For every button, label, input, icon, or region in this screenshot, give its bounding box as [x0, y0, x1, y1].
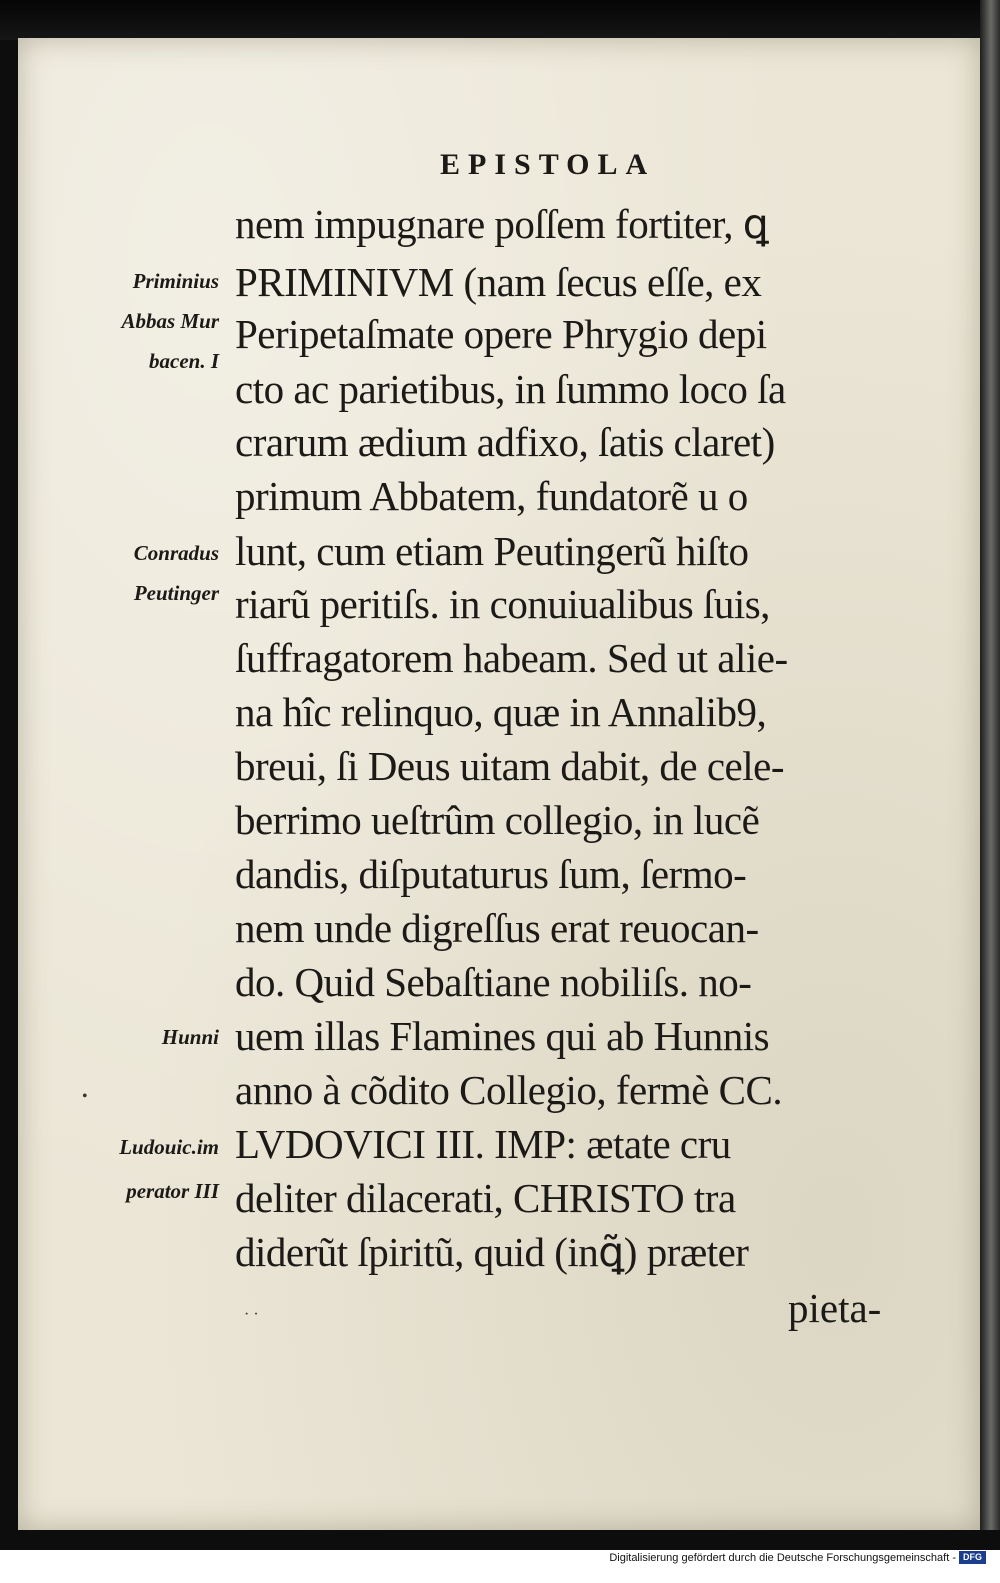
body-line: diderũt ſpiritũ, quid (inꝗ̃) præter	[235, 1229, 749, 1275]
marginal-note: Hunni	[161, 1025, 219, 1049]
body-line: cto ac parietibus, in ſummo loco ſa	[235, 366, 786, 412]
scan-bottom-border	[0, 1530, 1000, 1550]
marginal-note: bacen. I	[149, 349, 219, 373]
body-line: breui, ſi Deus uitam dabit, de cele-	[235, 743, 784, 789]
body-line: Peripetaſmate opere Phrygio depi	[235, 311, 767, 357]
body-line: dandis, diſputaturus ſum, ſermo-	[235, 851, 747, 897]
body-line: crarum ædium adfixo, ſatis claret)	[235, 419, 775, 465]
marginal-note: Priminius	[132, 269, 219, 293]
dfg-logo: DFG	[959, 1551, 986, 1564]
catchword: pieta-	[788, 1285, 882, 1331]
book-spine-edge	[980, 0, 1000, 1545]
body-line: lunt, cum etiam Peutingerũ hiſto	[235, 528, 749, 574]
ink-speck: · ·	[244, 1306, 259, 1323]
body-line: riarũ peritiſs. in conuiualibus ſuis,	[235, 581, 770, 627]
body-line: anno à cõdito Collegio, fermè CC.	[235, 1067, 783, 1113]
running-head: EPISTOLA	[440, 148, 656, 181]
marginal-note: Peutinger	[133, 581, 219, 605]
marginal-note: Conradus	[133, 541, 219, 565]
body-line: ſuffragatorem habeam. Sed ut alie-	[235, 635, 788, 681]
body-line: uem illas Flamines qui ab Hunnis	[235, 1013, 770, 1059]
body-line: berrimo ueſtrûm collegio, in lucẽ	[235, 797, 760, 843]
body-line: LVDOVICI III. IMP: ætate cru	[235, 1121, 731, 1167]
body-line: PRIMINIVM (nam ſecus eſſe, ex	[235, 259, 762, 305]
ink-speck: •	[82, 1088, 88, 1105]
body-line: nem unde digreſſus erat reuocan-	[235, 905, 759, 951]
marginal-note: Abbas Mur	[121, 309, 219, 333]
body-line: deliter dilacerati, CHRISTO tra	[235, 1175, 736, 1221]
scan-top-border	[0, 0, 1000, 40]
marginal-note: Ludouic.im	[119, 1135, 219, 1159]
body-line: do. Quid Sebaſtiane nobiliſs. no-	[235, 959, 752, 1005]
funding-credit: Digitalisierung gefördert durch die Deutsche Forschungsgemeinschaft -	[609, 1552, 956, 1564]
body-line: nem impugnare poſſem fortiter, ꝗ	[235, 201, 769, 247]
marginal-note: perator III	[126, 1179, 219, 1203]
body-line: na hîc relinquo, quæ in Annalib9,	[235, 689, 767, 735]
body-line: primum Abbatem, fundatorẽ u o	[235, 473, 748, 519]
